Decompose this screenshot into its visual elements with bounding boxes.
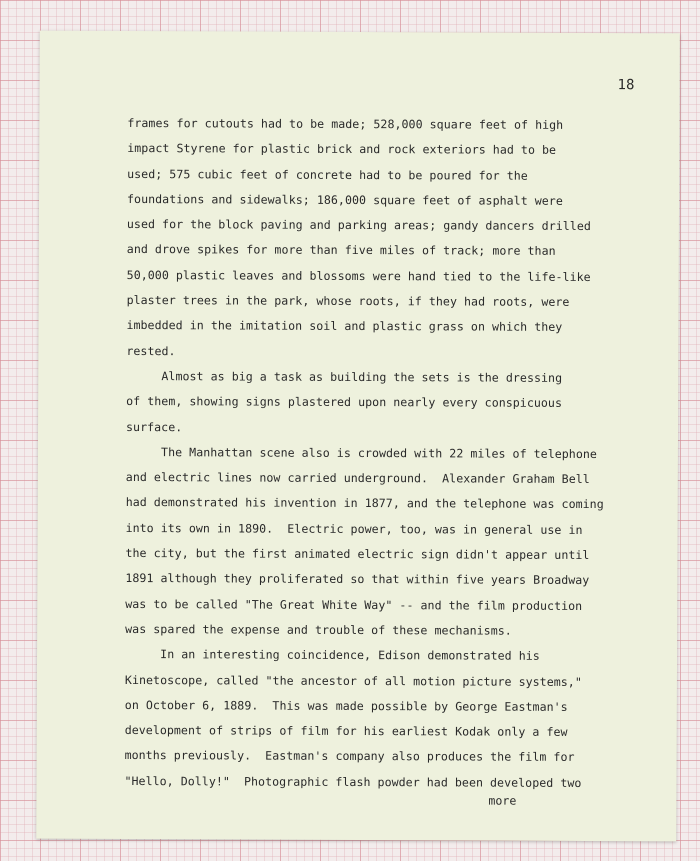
text-line: impact Styrene for plastic brick and rock exteriors had to be bbox=[127, 141, 557, 158]
text-line: plaster trees in the park, whose roots, if they had roots, were bbox=[126, 293, 570, 309]
text-line: rested. bbox=[126, 343, 176, 358]
text-line: surface. bbox=[126, 419, 183, 434]
text-line: and drove spikes for more than five miles of track; more than bbox=[126, 242, 556, 259]
text-line: The Manhattan scene also is crowded with 22 miles of telephone bbox=[125, 444, 597, 461]
text-line: Kinetoscope, called "the ancestor of all motion picture systems," bbox=[124, 672, 582, 689]
typed-body-text bbox=[124, 111, 647, 796]
text-line: imbedded in the imitation soil and plastic grass on which they bbox=[126, 318, 563, 335]
text-line: Almost as big a task as building the sets is the dressing bbox=[126, 368, 563, 385]
typed-page bbox=[36, 31, 680, 842]
text-line: was to be called "The Great White Way" -- and the film production bbox=[125, 596, 583, 613]
text-line: used; 575 cubic feet of concrete had to be poured for the bbox=[127, 166, 528, 183]
text-line: foundations and sidewalks; 186,000 square feet of asphalt were bbox=[127, 191, 563, 208]
text-line: was spared the expense and trouble of these mechanisms. bbox=[125, 621, 512, 638]
text-line: on October 6, 1889. This was made possible by George Eastman's bbox=[124, 697, 568, 714]
text-line: and electric lines now carried underground. Alexander Graham Bell bbox=[125, 470, 590, 487]
page-number: 18 bbox=[617, 77, 635, 94]
continuation-marker: more bbox=[488, 793, 517, 808]
text-line: development of strips of film for his earliest Kodak only a few bbox=[124, 723, 568, 740]
text-line: 50,000 plastic leaves and blossoms were hand tied to the life-like bbox=[126, 267, 591, 284]
text-line: into its own in 1890. Electric power, too, was in general use in bbox=[125, 520, 583, 537]
text-line: 1891 although they proliferated so that within five years Broadway bbox=[125, 571, 590, 588]
text-line: of them, showing signs plastered upon nearly every conspicuous bbox=[126, 394, 563, 411]
text-line: In an interesting coincidence, Edison demonstrated his bbox=[125, 647, 540, 664]
text-line: frames for cutouts had to be made; 528,000 square feet of high bbox=[127, 115, 564, 132]
text-line: the city, but the first animated electric sign didn't appear until bbox=[125, 546, 590, 563]
text-line: "Hello, Dolly!" Photographic flash powder had been developed two bbox=[124, 773, 582, 790]
text-line: months previously. Eastman's company also produces the film for bbox=[124, 748, 575, 765]
text-line: had demonstrated his invention in 1877, and the telephone was coming bbox=[125, 495, 604, 512]
text-line: used for the block paving and parking areas; gandy dancers drilled bbox=[126, 217, 591, 234]
